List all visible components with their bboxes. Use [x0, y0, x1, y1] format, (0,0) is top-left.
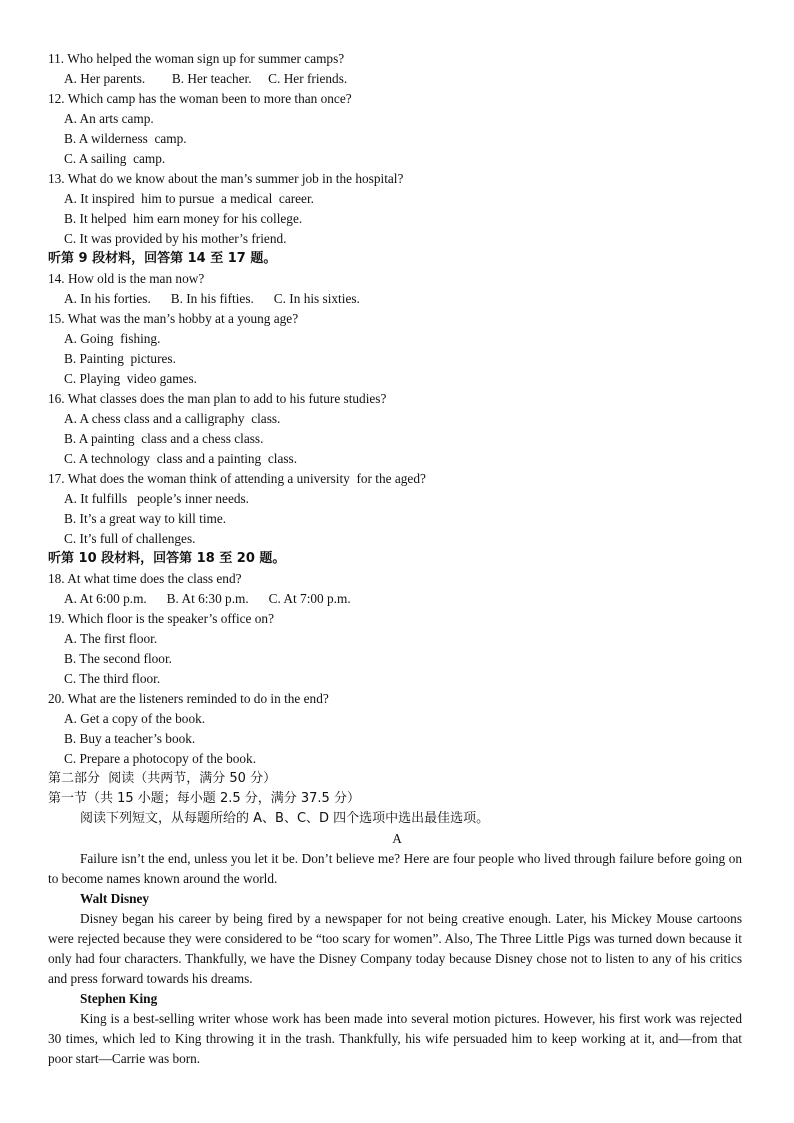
question-12: 12. Which camp has the woman been to more than once? — [48, 91, 352, 106]
question-12-option-b: B. A wilderness camp. — [64, 131, 187, 146]
question-11-options: A. Her parents. B. Her teacher. C. Her friends. — [64, 71, 348, 86]
question-20: 20. What are the listeners reminded to do in the end? — [48, 691, 329, 706]
question-15-option-c: C. Playing video games. — [64, 371, 197, 386]
question-17: 17. What does the woman think of attending a university for the aged? — [48, 471, 426, 486]
passage-intro: Failure isn’t the end, unless you let it be. Don’t believe me? Here are four people who lived through failure before going on to become names known around the world. — [48, 851, 742, 886]
question-14-options: A. In his forties. B. In his fifties. C. In his sixties. — [64, 291, 360, 306]
section-one-heading: 第一节（共 15 小题；每小题 2.5 分，满分 37.5 分） — [48, 791, 360, 806]
question-13-option-a: A. It inspired him to pursue a medical career. — [64, 191, 314, 206]
passage-letter: A — [392, 831, 402, 846]
question-16-option-b: B. A painting class and a chess class. — [64, 431, 264, 446]
question-19-option-a: A. The first floor. — [64, 631, 158, 646]
question-17-option-b: B. It’s a great way to kill time. — [64, 511, 227, 526]
question-13: 13. What do we know about the man’s summer job in the hospital? — [48, 171, 404, 186]
question-12-option-a: A. An arts camp. — [64, 111, 154, 126]
question-19: 19. Which floor is the speaker’s office on? — [48, 611, 274, 626]
person-heading-walt-disney: Walt Disney — [80, 891, 150, 906]
question-18-options: A. At 6:00 p.m. B. At 6:30 p.m. C. At 7:00 p.m. — [64, 591, 351, 606]
question-16-option-c: C. A technology class and a painting class. — [64, 451, 298, 466]
part-two-heading: 第二部分 阅读（共两节，满分 50 分） — [48, 771, 277, 786]
question-20-option-c: C. Prepare a photocopy of the book. — [64, 751, 257, 766]
question-20-option-b: B. Buy a teacher’s book. — [64, 731, 196, 746]
question-13-option-c: C. It was provided by his mother’s friend. — [64, 231, 287, 246]
question-20-option-a: A. Get a copy of the book. — [64, 711, 206, 726]
reading-instruction: 阅读下列短文，从每题所给的 A、B、C、D 四个选项中选出最佳选项。 — [80, 811, 490, 826]
question-17-option-a: A. It fulfills people’s inner needs. — [64, 491, 250, 506]
question-11: 11. Who helped the woman sign up for summer camps? — [48, 51, 345, 66]
listening-heading-9: 听第 9 段材料，回答第 14 至 17 题。 — [48, 251, 277, 266]
question-15-option-b: B. Painting pictures. — [64, 351, 176, 366]
person-story-stephen-king: King is a best-selling writer whose work has been made into several motion pictures. However, his first work was rejected 30 times, which led to King throwing it in the trash. Thankfully, his wife persuaded him to keep working at it, and—from that poor start—Carrie was born. — [48, 1011, 742, 1066]
question-18: 18. At what time does the class end? — [48, 571, 242, 586]
person-heading-stephen-king: Stephen King — [80, 991, 158, 1006]
question-19-option-c: C. The third floor. — [64, 671, 161, 686]
question-14: 14. How old is the man now? — [48, 271, 205, 286]
question-12-option-c: C. A sailing camp. — [64, 151, 166, 166]
listening-heading-10: 听第 10 段材料，回答第 18 至 20 题。 — [48, 551, 286, 566]
question-16-option-a: A. A chess class and a calligraphy class. — [64, 411, 281, 426]
question-17-option-c: C. It’s full of challenges. — [64, 531, 196, 546]
person-story-walt-disney: Disney began his career by being fired by a newspaper for not being creative enough. Later, his Mickey Mouse cartoons were rejected because they were considered to be “too scary for women”. Also, The Three Little Pigs was turned down because it only had four characters. Thankfully, we have the Disney Company today because Disney chose not to listen to any of his critics and press forward towards his dreams. — [48, 911, 742, 986]
question-19-option-b: B. The second floor. — [64, 651, 172, 666]
question-16: 16. What classes does the man plan to add to his future studies? — [48, 391, 387, 406]
question-13-option-b: B. It helped him earn money for his college. — [64, 211, 303, 226]
question-15: 15. What was the man’s hobby at a young age? — [48, 311, 299, 326]
question-15-option-a: A. Going fishing. — [64, 331, 161, 346]
